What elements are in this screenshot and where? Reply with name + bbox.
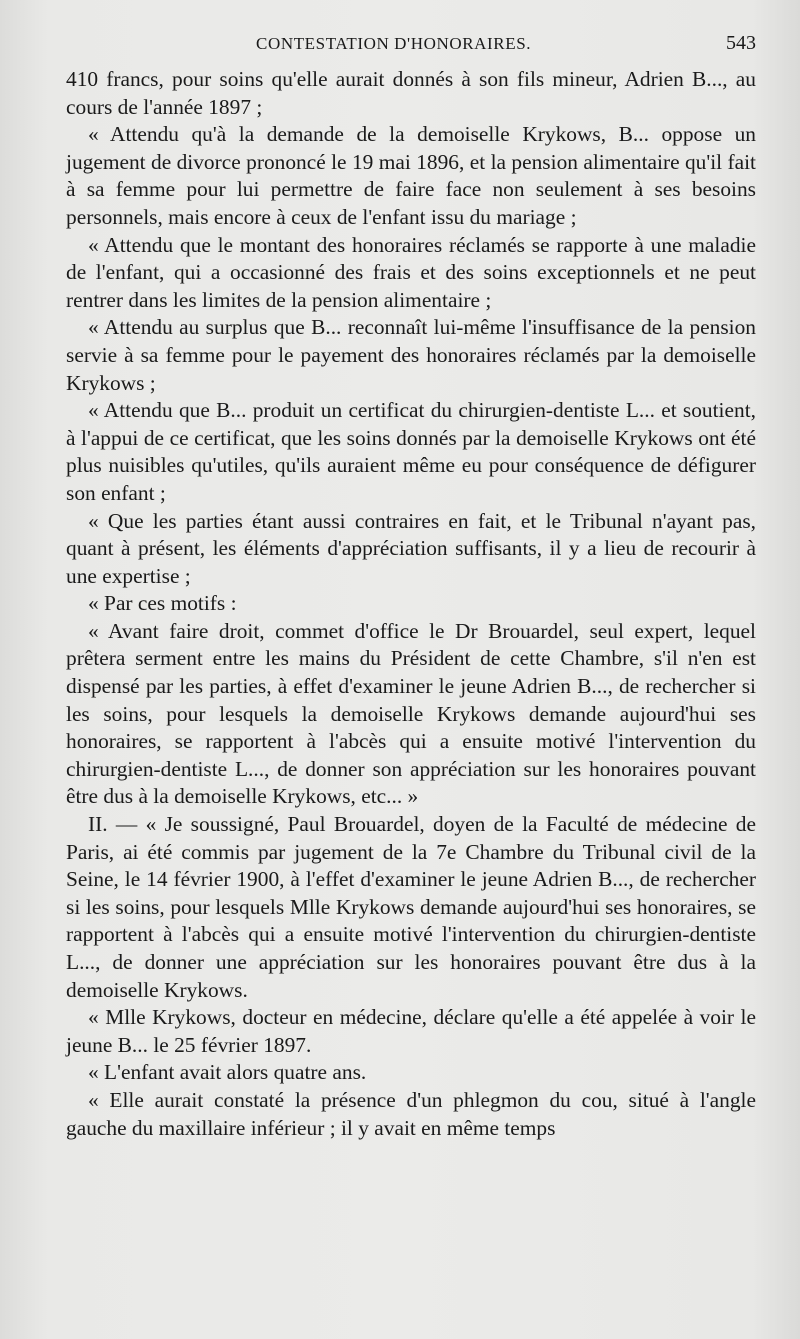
paragraph: « Elle aurait constaté la présence d'un phlegmon du cou, situé à l'angle gauche du maxillaire inférieur ; il y avait en même temps — [66, 1087, 756, 1140]
paragraph: II. — « Je soussigné, Paul Brouardel, doyen de la Faculté de médecine de Paris, ai été commis par jugement de la 7e Chambre du Tribunal civil de la Seine, le 14 février 1900, à l'effet d'examiner le jeune Adrien B..., de rechercher si les soins, pour lesquels Mlle Krykows demande aujourd'hui ses honoraires, se rapportent à l'abcès qui a ensuite motivé l'intervention du chirurgien-dentiste L..., de donner une appréciation sur les honoraires pouvant être dus à la demoiselle Krykows. — [66, 812, 756, 1002]
paragraph: « L'enfant avait alors quatre ans. — [88, 1060, 367, 1085]
running-head: CONTESTATION D'HONORAIRES. — [256, 34, 532, 53]
paragraph: « Par ces motifs : — [88, 591, 237, 616]
page-number: 543 — [726, 32, 756, 54]
paragraph: « Attendu que B... produit un certificat du chirurgien-dentiste L... et soutient, à l'appui de ce certificat, que les soins donnés par la demoiselle Krykows ont été plus nuisibles qu'utiles, qu'ils auraient même eu pour conséquence de défigurer son enfant ; — [66, 398, 756, 505]
page-header — [66, 30, 756, 66]
body-text — [66, 66, 756, 1142]
paragraph: « Attendu que le montant des honoraires réclamés se rapporte à une maladie de l'enfant, qui a occasionné des frais et des soins exceptionnels et ne peut rentrer dans les limites de la pension alimentaire ; — [66, 232, 756, 312]
paragraph: « Que les parties étant aussi contraires en fait, et le Tribunal n'ayant pas, quant à présent, les éléments d'appréciation suffisants, il y a lieu de recourir à une expertise ; — [66, 508, 756, 588]
paragraph: « Attendu au surplus que B... reconnaît lui-même l'insuffisance de la pension servie à sa femme pour le payement des honoraires réclamés par la demoiselle Krykows ; — [66, 315, 756, 395]
paragraph: « Attendu qu'à la demande de la demoiselle Krykows, B... oppose un jugement de divorce prononcé le 19 mai 1896, et la pension alimentaire qu'il fait à sa femme pour lui permettre de faire face non seulement à ses besoins personnels, mais encore à ceux de l'enfant issu du mariage ; — [66, 122, 756, 229]
paragraph: « Mlle Krykows, docteur en médecine, déclare qu'elle a été appelée à voir le jeune B... le 25 février 1897. — [66, 1005, 756, 1057]
paragraph: « Avant faire droit, commet d'office le Dr Brouardel, seul expert, lequel prêtera serment entre les mains du Président de cette Chambre, s'il n'en est dispensé par les parties, à effet d'examiner le jeune Adrien B..., de rechercher si les soins, pour lesquels la demoiselle Krykows demande aujourd'hui ses honoraires, se rapportent à l'abcès qui a ensuite motivé l'intervention du chirurgien-dentiste L..., de donner son appréciation sur les honoraires pouvant être dus à la demoiselle Krykows, etc... » — [66, 618, 756, 809]
paragraph: 410 francs, pour soins qu'elle aurait donnés à son fils mineur, Adrien B..., au cours de l'année 1897 ; — [66, 67, 756, 119]
